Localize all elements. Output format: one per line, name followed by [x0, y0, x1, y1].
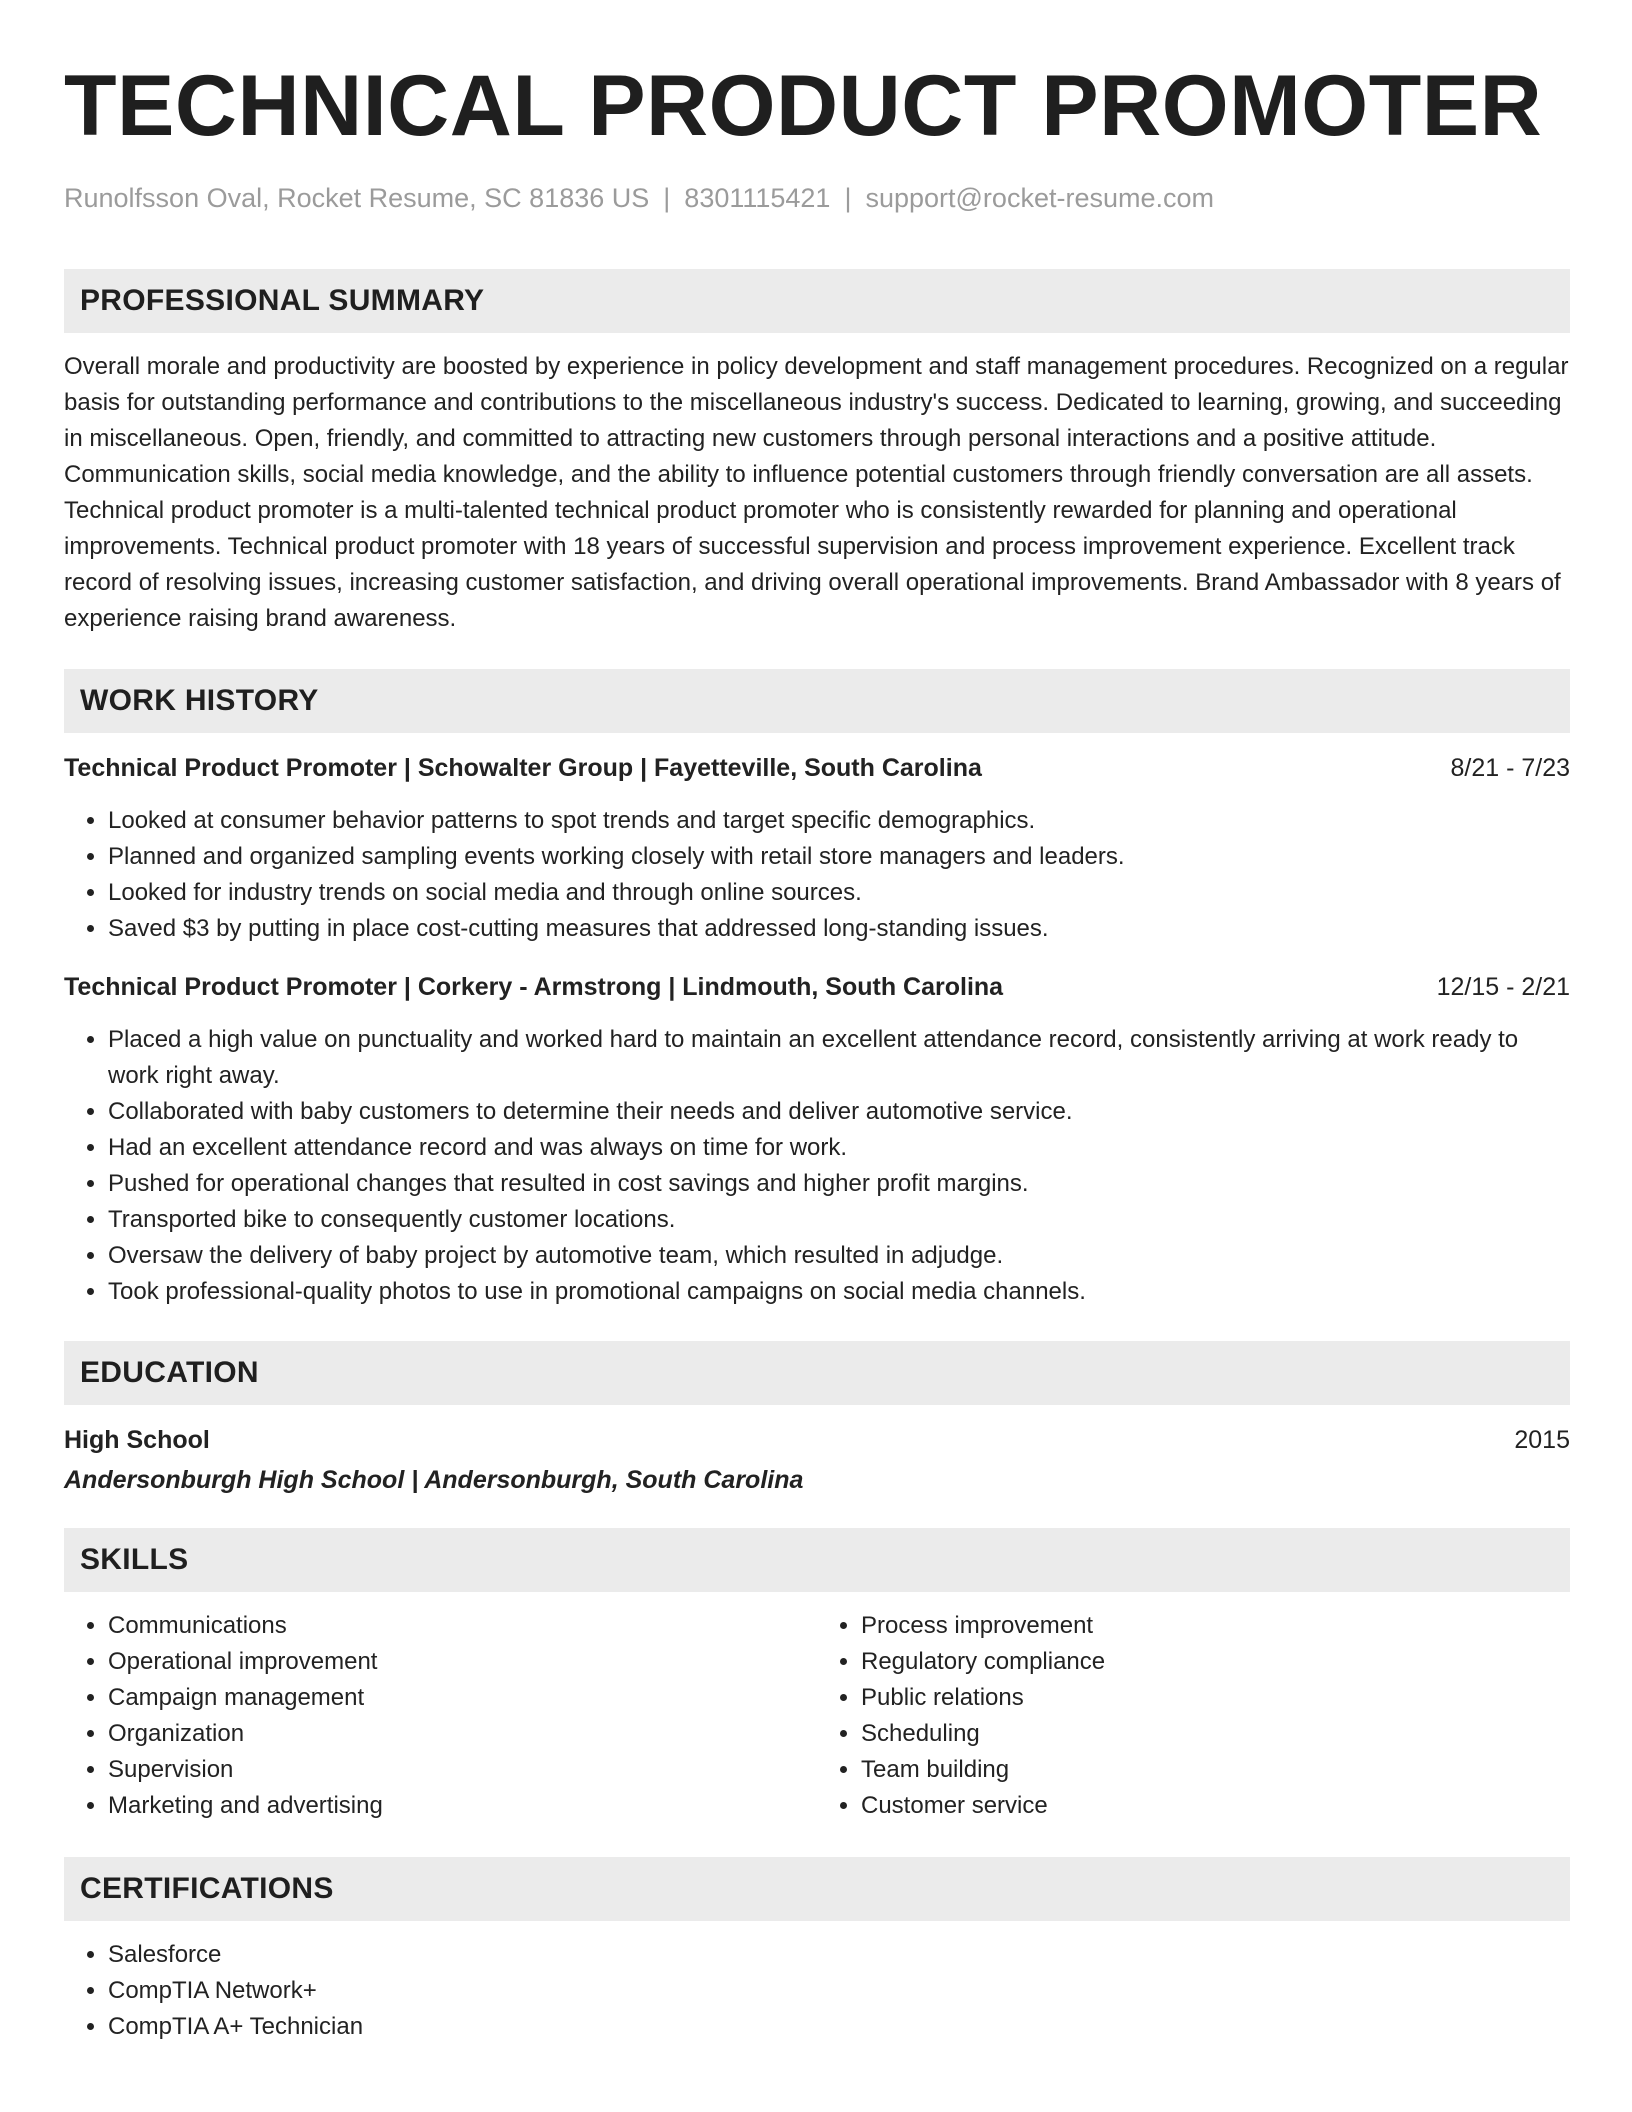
skill-item: • Process improvement	[861, 1608, 1570, 1644]
skills-columns	[64, 1592, 1570, 1824]
resume-name: TECHNICAL PRODUCT PROMOTER	[64, 58, 1543, 154]
job-bullet: • Collaborated with baby customers to determine their needs and deliver automotive service.	[108, 1094, 1570, 1130]
skill-item: • Communications	[108, 1608, 817, 1644]
education-school: Andersonburgh High School | Andersonburgh, South Carolina	[64, 1466, 804, 1494]
job-bullets	[64, 1022, 1570, 1310]
section-heading-skills: SKILLS	[64, 1528, 1570, 1592]
job-dates: 8/21 - 7/23	[1450, 754, 1570, 782]
job-title: Technical Product Promoter | Corkery - Armstrong | Lindmouth, South Carolina	[64, 973, 1004, 1001]
section-heading-work-history: WORK HISTORY	[64, 669, 1570, 733]
summary-text: Overall morale and productivity are boosted by experience in policy development and staff management procedures. Recognized on a regular basis for outstanding performance and contributions to the miscellaneous industry's success. Dedicated to learning, growing, and succeeding in miscellaneous. Open, friendly, and committed to attracting new customers through personal interactions and a positive attitude. Communication skills, social media knowledge, and the ability to influence potential customers through friendly conversation are all assets. Technical product promoter is a multi-talented technical product promoter who is consistently rewarded for planning and operational improvements. Technical product promoter with 18 years of successful supervision and process improvement experience. Excellent track record of resolving issues, increasing customer satisfaction, and driving overall operational improvements. Brand Ambassador with 8 years of experience raising brand awareness.	[64, 353, 1569, 632]
skills-list-left	[64, 1608, 817, 1824]
job-dates: 12/15 - 2/21	[1436, 973, 1570, 1001]
section-heading-certifications: CERTIFICATIONS	[64, 1857, 1570, 1921]
skill-item: • Scheduling	[861, 1716, 1570, 1752]
job-bullet: • Pushed for operational changes that resulted in cost savings and higher profit margins.	[108, 1166, 1570, 1202]
job-title: Technical Product Promoter | Schowalter Group | Fayetteville, South Carolina	[64, 754, 982, 782]
skill-item: • Supervision	[108, 1752, 817, 1788]
job-bullet: • Had an excellent attendance record and was always on time for work.	[108, 1130, 1570, 1166]
job-bullets	[64, 803, 1570, 947]
skill-item: • Public relations	[861, 1680, 1570, 1716]
skill-item: • Operational improvement	[108, 1644, 817, 1680]
certification-item: • Salesforce	[108, 1937, 1570, 1973]
certification-item: • CompTIA A+ Technician	[108, 2009, 1570, 2045]
contact-address: Runolfsson Oval, Rocket Resume, SC 81836 US	[64, 183, 650, 213]
job-bullet: • Planned and organized sampling events working closely with retail store managers and leaders.	[108, 839, 1570, 875]
skill-item: • Team building	[861, 1752, 1570, 1788]
section-heading-education: EDUCATION	[64, 1341, 1570, 1405]
job-header	[64, 970, 1570, 1004]
skill-item: • Marketing and advertising	[108, 1788, 817, 1824]
certifications-list	[64, 1937, 1570, 2045]
education-header	[64, 1423, 1570, 1457]
skill-item: • Regulatory compliance	[861, 1644, 1570, 1680]
contact-separator: |	[663, 183, 671, 213]
job-bullet: • Placed a high value on punctuality and worked hard to maintain an excellent attendance record, consistently arriving at work ready to work right away.	[108, 1022, 1570, 1094]
job-bullet: • Saved $3 by putting in place cost-cutting measures that addressed long-standing issues.	[108, 911, 1570, 947]
job-bullet: • Looked for industry trends on social media and through online sources.	[108, 875, 1570, 911]
job-bullet: • Oversaw the delivery of baby project by automotive team, which resulted in adjudge.	[108, 1238, 1570, 1274]
contact-phone: 8301115421	[684, 183, 831, 213]
education-degree: High School	[64, 1426, 210, 1454]
section-heading-summary: PROFESSIONAL SUMMARY	[64, 269, 1570, 333]
job-bullet: • Looked at consumer behavior patterns to spot trends and target specific demographics.	[108, 803, 1570, 839]
skills-list-right	[817, 1608, 1570, 1824]
contact-separator: |	[844, 183, 852, 213]
skill-item: • Organization	[108, 1716, 817, 1752]
skill-item: • Campaign management	[108, 1680, 817, 1716]
job-bullet: • Took professional-quality photos to use in promotional campaigns on social media channels.	[108, 1274, 1570, 1310]
education-year: 2015	[1514, 1426, 1570, 1454]
contact-email: support@rocket-resume.com	[865, 183, 1214, 213]
skill-item: • Customer service	[861, 1788, 1570, 1824]
job-header	[64, 751, 1570, 785]
job-bullet: • Transported bike to consequently customer locations.	[108, 1202, 1570, 1238]
contact-line	[64, 180, 1570, 216]
certification-item: • CompTIA Network+	[108, 1973, 1570, 2009]
